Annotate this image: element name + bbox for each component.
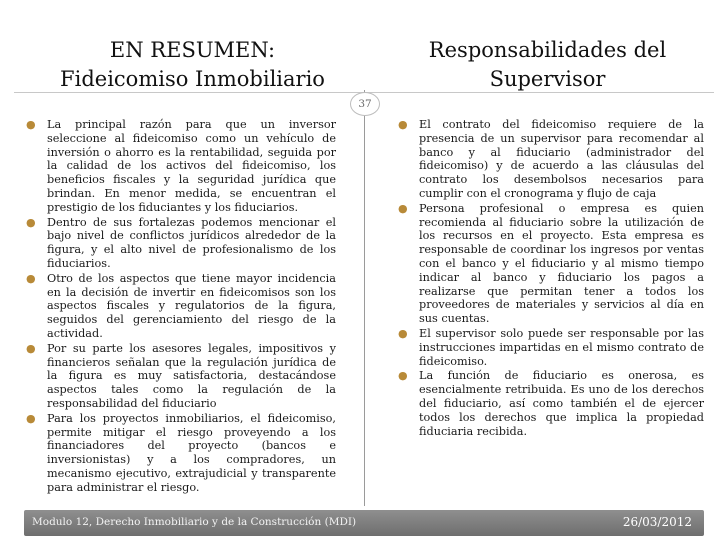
right-title-line-2: Supervisor: [489, 67, 606, 91]
bullet-icon: ●: [26, 215, 36, 229]
bullet-text: La principal razón para que un inversor seleccione al fideicomiso como un vehículo de inversión o ahorro es la rentabilidad, seguida por la calidad de los activos del fideicomiso, los beneficios fiscales y la seguridad jurídica que brindan. En menor medida, se encuentran el prestigio de los fiduciantes y los fiduciarios.: [47, 118, 336, 214]
list-item: [24, 216, 336, 271]
left-title-line-1: EN RESUMEN:: [109, 38, 276, 62]
list-item: [24, 342, 336, 411]
right-column: [396, 118, 704, 439]
bullet-text: Persona profesional o empresa es quien recomienda al fiduciario sobre la utilización de los recursos en el proyecto. Esta empresa es responsable de coordinar los ingresos por ventas con el banco y el fiduciario y al mismo tiempo indicar al banco y fiduciario los pagos a realizarse que permitan tener a todos los proveedores de materiales y servicios al día en sus cuentas.: [419, 201, 704, 326]
right-title-line-1: Responsabilidades del: [428, 38, 667, 62]
footer-date: 26/03/2012: [622, 515, 692, 529]
page-number-badge: 37: [350, 92, 380, 116]
list-item: [396, 118, 704, 201]
left-title-line-2: Fideicomiso Inmobiliario: [60, 67, 325, 91]
bullet-text: Otro de los aspectos que tiene mayor incidencia en la decisión de invertir en fideicomisos son los aspectos fiscales y regulatorios de la figura, seguidos del gerenciamiento del riesgo de la actividad.: [47, 271, 336, 340]
bullet-text: Para los proyectos inmobiliarios, el fideicomiso, permite mitigar el riesgo proveyendo a los financiadores del proyecto (bancos e inversionistas) y a los compradores, un mecanismo ejecutivo, extrajudicial y transparente para administrar el riesgo.: [47, 411, 336, 494]
list-item: [396, 327, 704, 368]
right-bullet-list: [396, 118, 704, 438]
bullet-icon: ●: [398, 201, 408, 215]
left-column: [24, 118, 336, 496]
bullet-icon: ●: [26, 271, 36, 285]
list-item: [396, 369, 704, 438]
list-item: [24, 272, 336, 341]
bullet-icon: ●: [26, 341, 36, 355]
bullet-text: El supervisor solo puede ser responsable por las instrucciones impartidas en el mismo contrato de fideicomiso.: [419, 326, 704, 368]
bullet-text: Dentro de sus fortalezas podemos mencionar el bajo nivel de conflictos jurídicos alrededor de la figura, y el alto nivel de profesionalismo de los fiduciarios.: [47, 215, 336, 270]
bullet-icon: ●: [26, 411, 36, 425]
list-item: [396, 202, 704, 326]
bullet-text: La función de fiduciario es onerosa, es esencialmente retribuida. Es uno de los derechos del fiduciario, así como también el de ejercer todos los derechos que implica la propiedad fiduciaria recibida.: [419, 369, 704, 438]
bullet-icon: ●: [398, 118, 408, 131]
bullet-icon: ●: [398, 326, 408, 340]
list-item: [24, 118, 336, 215]
list-item: [24, 412, 336, 495]
bullet-text: Por su parte los asesores legales, impositivos y financieros señalan que la regulación jurídica de la figura es muy satisfactoria, destacándose aspectos tales como la regulación de la responsabilidad del fiduciario: [47, 341, 336, 410]
bullet-text: El contrato del fideicomiso requiere de la presencia de un supervisor para recomendar al banco y al fiduciario (administrador del fideicomiso) y de acuerdo a las cláusulas del contrato los desembolsos necesarios para cumplir con el cronograma y flujo de caja: [419, 118, 704, 200]
right-title: [390, 36, 705, 94]
left-bullet-list: [24, 118, 336, 495]
footer-course: Modulo 12, Derecho Inmobiliario y de la Construcción (MDI): [32, 516, 357, 528]
bullet-icon: ●: [26, 118, 36, 131]
column-divider: [364, 90, 365, 506]
left-title: [40, 36, 345, 94]
bullet-icon: ●: [398, 369, 408, 383]
footer-bar: [24, 510, 704, 536]
